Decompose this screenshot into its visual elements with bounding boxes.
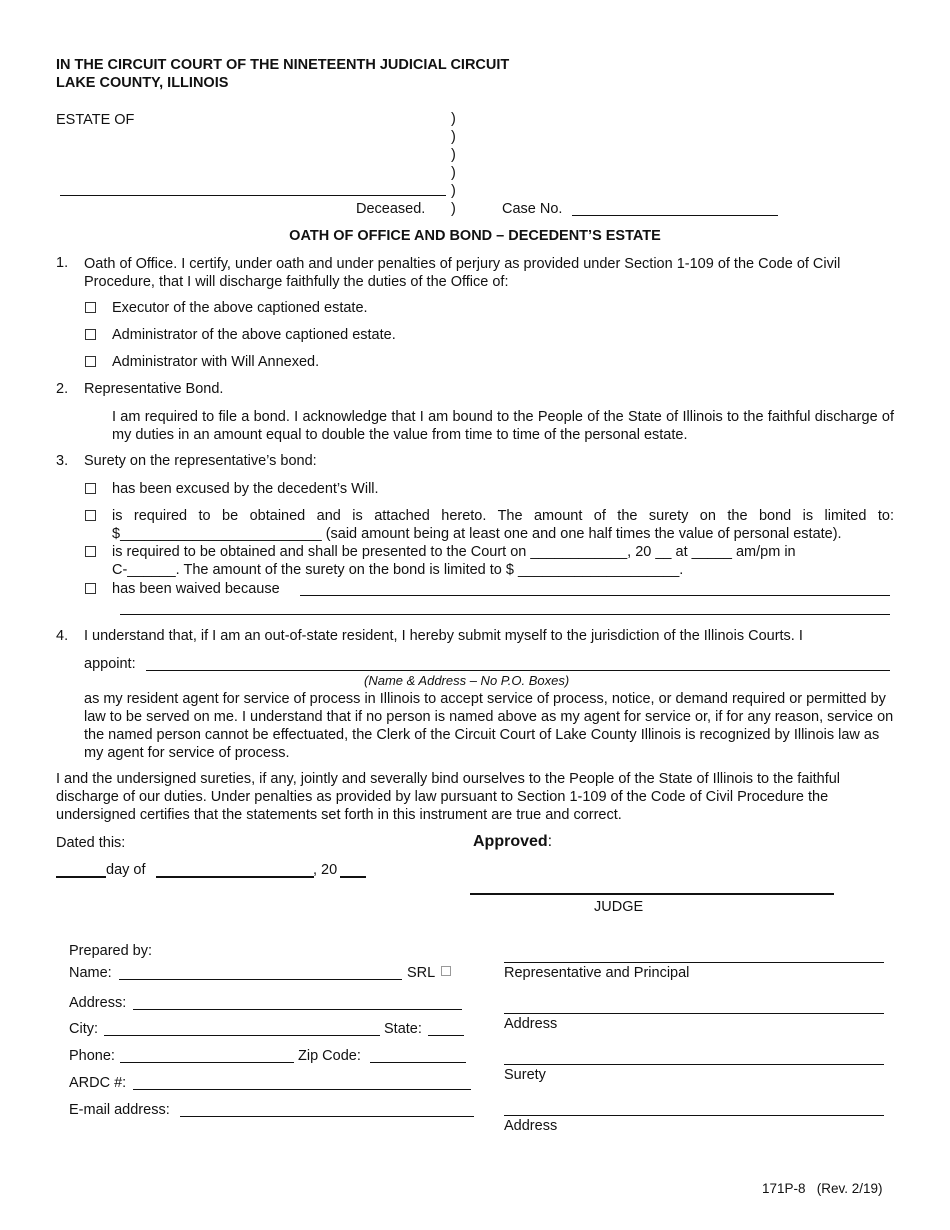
waived-reason-line-2[interactable]: [120, 614, 890, 615]
jurisdiction-text: I understand that, if I am an out-of-state resident, I hereby submit myself to the jurisdiction of the Illinois Courts. I: [84, 628, 803, 644]
address-label: Address:: [69, 995, 127, 1011]
dated-label: Dated this:: [56, 835, 126, 851]
year-prefix: , 20: [313, 862, 338, 878]
surety-excused-option: has been excused by the decedent’s Will.: [112, 481, 379, 497]
admin-will-annexed-option: Administrator with Will Annexed.: [112, 354, 320, 370]
surety-waived-checkbox[interactable]: [85, 583, 96, 594]
representative-address-label: Address: [504, 1016, 558, 1032]
waived-reason-line[interactable]: [300, 595, 890, 596]
approved-colon: :: [547, 833, 553, 850]
executor-option: Executor of the above captioned estate.: [112, 300, 368, 316]
resident-agent-text: as my resident agent for service of process in Illinois to accept service of process, notice, or demand required or permitted by law to be served on me. I understand that if no person is named above as my agent for service or, if for any reason, service on the named person cannot be effectuated, the Clerk of the Circuit Court of Lake County Illinois is recognized by Illinois law as my agent for service of process.: [84, 691, 894, 761]
ardc-label: ARDC #:: [69, 1075, 127, 1091]
administrator-checkbox[interactable]: [85, 329, 96, 340]
estate-of-label: ESTATE OF: [56, 112, 135, 128]
srl-label: SRL: [407, 965, 436, 981]
surety-heading: Surety on the representative’s bond:: [84, 453, 317, 469]
state-line[interactable]: [428, 1035, 464, 1036]
representative-label: Representative and Principal: [504, 965, 690, 981]
item-number: 2.: [56, 381, 69, 397]
county-name: LAKE COUNTY, ILLINOIS: [56, 75, 229, 91]
phone-label: Phone:: [69, 1048, 115, 1064]
surety-address-line[interactable]: [504, 1115, 884, 1116]
prepared-by-label: Prepared by:: [69, 943, 153, 959]
caption-paren: ): [451, 129, 456, 145]
representative-bond-heading: Representative Bond.: [84, 381, 224, 397]
oath-text: Oath of Office. I certify, under oath and under penalties of perjury as provided under Section 1-109 of the Code of Civil Procedure, that I will discharge faithfully the duties of the Office of:: [84, 256, 841, 290]
surety-address-label: Address: [504, 1118, 558, 1134]
decedent-name-line[interactable]: [60, 195, 446, 196]
day-of-label: day of: [106, 862, 146, 878]
surety-attached-checkbox[interactable]: [85, 510, 96, 521]
administrator-option: Administrator of the above captioned estate.: [112, 327, 396, 343]
court-name: IN THE CIRCUIT COURT OF THE NINETEENTH JUDICIAL CIRCUIT: [56, 57, 510, 73]
representative-address-line[interactable]: [504, 1013, 884, 1014]
caption-paren: ): [451, 165, 456, 181]
admin-will-annexed-checkbox[interactable]: [85, 356, 96, 367]
agent-name-line[interactable]: [146, 670, 890, 671]
year-line[interactable]: [340, 876, 366, 878]
address-line[interactable]: [133, 1009, 462, 1010]
email-line[interactable]: [180, 1116, 474, 1117]
case-no-label: Case No.: [502, 201, 563, 217]
ardc-line[interactable]: [133, 1089, 471, 1090]
representative-bond-text: I am required to file a bond. I acknowledge that I am bound to the People of the State of Illinois to the faithful discharge of my duties in an amount equal to double the value from time to time of the personal estate.: [112, 409, 894, 443]
city-line[interactable]: [104, 1035, 380, 1036]
srl-checkbox[interactable]: [441, 966, 451, 976]
item-number: 3.: [56, 453, 69, 469]
caption-paren: ): [451, 147, 456, 163]
zip-label: Zip Code:: [298, 1048, 361, 1064]
appoint-label: appoint:: [84, 656, 136, 672]
surety-presented-option: is required to be obtained and shall be presented to the Court on ____________, 20 __ at _____ am/pm in: [112, 544, 796, 560]
city-label: City:: [69, 1021, 98, 1037]
sureties-text: I and the undersigned sureties, if any, jointly and severally bind ourselves to the People of the State of Illinois to the faithful discharge of our duties. Under penalties as provided by law pursuant to Section 1-109 of the Code of Civil Procedure the undersigned certifies that the statements set forth in this instrument are true and correct.: [56, 771, 841, 823]
approved-label: Approved: [473, 833, 548, 850]
case-no-line[interactable]: [572, 215, 778, 216]
caption-paren: ): [451, 183, 456, 199]
surety-label: Surety: [504, 1067, 546, 1083]
surety-attached-amount: $_________________________ (said amount being at least one and one half times the value of personal estate).: [112, 526, 842, 542]
surety-presented-amount: C-______. The amount of the surety on the bond is limited to $ ____________________.: [112, 562, 684, 578]
surety-excused-checkbox[interactable]: [85, 483, 96, 494]
form-title: OATH OF OFFICE AND BOND – DECEDENT’S ESTATE: [289, 228, 661, 244]
name-line[interactable]: [119, 979, 402, 980]
surety-presented-checkbox[interactable]: [85, 546, 96, 557]
caption-paren: ): [451, 201, 456, 217]
name-address-hint: (Name & Address – No P.O. Boxes): [364, 673, 570, 688]
representative-signature-line[interactable]: [504, 962, 884, 963]
deceased-label: Deceased.: [356, 201, 426, 217]
phone-line[interactable]: [120, 1062, 294, 1063]
zip-line[interactable]: [370, 1062, 466, 1063]
form-number: 171P-8 (Rev. 2/19): [762, 1181, 883, 1196]
surety-signature-line[interactable]: [504, 1064, 884, 1065]
month-line[interactable]: [156, 876, 314, 878]
item-number: 1.: [56, 255, 69, 271]
judge-label: JUDGE: [594, 899, 644, 915]
surety-waived-option: has been waived because: [112, 581, 280, 597]
executor-checkbox[interactable]: [85, 302, 96, 313]
state-label: State:: [384, 1021, 422, 1037]
email-label: E-mail address:: [69, 1102, 170, 1118]
judge-signature-line[interactable]: [470, 893, 834, 895]
item-number: 4.: [56, 628, 69, 644]
approved-heading: [473, 833, 552, 851]
day-line[interactable]: [56, 876, 106, 878]
surety-attached-option: is required to be obtained and is attached hereto. The amount of the surety on the bond is limited to:: [112, 508, 894, 524]
caption-paren: ): [451, 111, 456, 127]
name-label: Name:: [69, 965, 112, 981]
